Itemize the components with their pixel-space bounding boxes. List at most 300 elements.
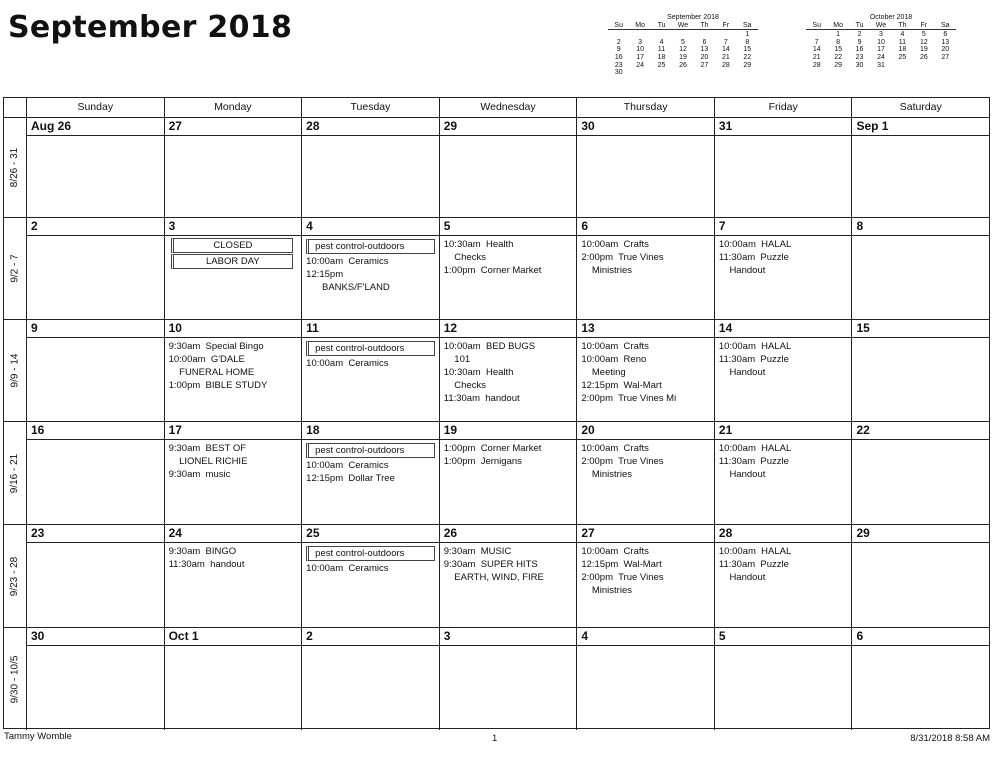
day-cell[interactable] [26,118,164,217]
mini-calendar-date[interactable]: 16 [855,46,864,54]
calendar-event[interactable]: Ministries [581,469,632,480]
week-label-text: 8/26 - 31 [9,147,21,188]
day-cell[interactable] [714,218,852,319]
week-row [26,319,989,421]
mini-calendar-date[interactable]: 21 [812,53,821,61]
day-cell[interactable] [26,218,164,319]
calendar-event[interactable]: 10:00am Ceramics [306,460,389,471]
day-cell[interactable] [439,218,577,319]
mini-calendar-date[interactable]: 26 [679,61,687,69]
mini-calendar-date[interactable]: 5 [921,31,926,39]
event-list [715,646,852,648]
calendar-event[interactable]: 11:30am Puzzle [718,559,789,570]
week-label [4,117,26,217]
mini-calendar-date[interactable]: 24 [877,53,885,61]
calendar-event[interactable]: 10:00am HALAL [718,443,792,454]
calendar-event[interactable]: 10:00am Ceramics [306,256,389,267]
day-number: 11 [302,320,439,338]
day-number: 13 [577,320,714,338]
mini-calendar-date[interactable] [629,31,650,39]
event-list [165,236,302,269]
day-cell[interactable] [851,320,989,421]
week-label [4,421,26,524]
mini-calendar-date[interactable]: 6 [702,38,707,46]
mini-calendar-day-header: Su [614,21,623,29]
calendar-event[interactable]: 12:15pm [306,269,344,280]
calendar-event[interactable]: 9:30am Special Bingo [168,341,264,352]
mini-calendar-date[interactable]: 15 [834,46,843,54]
mini-calendar-day-header: We [875,21,887,29]
mini-calendar-date[interactable]: 9 [857,38,862,46]
day-cell[interactable] [851,525,989,627]
calendar-event[interactable]: 10:00am G'DALE [168,354,245,365]
day-cell[interactable] [164,422,302,524]
day-number: 28 [302,118,439,136]
day-cell[interactable] [301,422,439,524]
day-number: 8 [852,218,989,236]
mini-calendar-day-header: Fr [722,21,730,29]
mini-calendar-date[interactable]: 25 [898,53,907,61]
mini-calendar-date[interactable]: 26 [919,53,928,61]
week-label-text: 9/2 - 7 [9,254,21,283]
calendar-event[interactable]: 11:30am handout [443,393,520,404]
mini-calendar-date[interactable]: 18 [898,46,907,54]
mini-calendar-date[interactable] [651,69,672,77]
mini-calendar-day-header: We [677,21,689,29]
day-header: Thursday [576,98,714,117]
mini-calendar-row [806,39,956,47]
calendar-event[interactable]: Ministries [581,585,632,596]
mini-calendar-date[interactable]: 5 [681,38,685,46]
day-cell[interactable] [714,525,852,627]
mini-calendar-day-header: Tu [855,21,864,29]
mini-calendar-row [608,39,758,47]
day-number: 7 [715,218,852,236]
day-header: Saturday [851,98,989,117]
calendar-event[interactable]: 1:00pm Jernigans [443,456,522,467]
week-row [26,421,989,524]
calendar-event[interactable]: Handout [718,469,766,480]
week-row [26,117,989,217]
mini-calendar-date[interactable]: 20 [941,46,950,54]
calendar-event[interactable]: 10:00am Crafts [581,239,649,250]
day-cell[interactable] [714,118,852,217]
day-cell[interactable] [576,422,714,524]
calendar-event[interactable]: 2:00pm True Vines [581,252,664,263]
mini-calendar-row [806,46,956,54]
event-list [577,338,714,405]
event-list [165,543,302,571]
calendar-event[interactable]: 9:30am SUPER HITS [443,559,538,570]
day-number: 12 [440,320,577,338]
mini-calendar-date[interactable] [935,62,956,70]
calendar-event[interactable]: EARTH, WIND, FIRE [443,572,544,583]
calendar-event[interactable]: 10:00am Crafts [581,341,649,352]
day-cell[interactable] [851,218,989,319]
event-list [27,338,164,340]
day-number: 6 [852,628,989,646]
day-header: Monday [164,98,302,117]
day-number: 2 [302,628,439,646]
day-number: 4 [302,218,439,236]
calendar-event[interactable]: pest control-outdoors [306,341,435,356]
mini-calendar-date[interactable]: 29 [834,61,843,69]
day-cell[interactable] [301,118,439,217]
mini-calendar-date[interactable]: 4 [900,31,905,39]
calendar-event[interactable]: Ministries [581,265,632,276]
mini-calendar-date[interactable]: 17 [636,53,645,61]
event-list [440,136,577,138]
mini-calendar-date[interactable]: 9 [616,46,621,54]
mini-calendar-date[interactable]: 1 [836,31,841,39]
mini-calendar-title: October 2018 [869,14,913,21]
mini-calendar-date[interactable]: 22 [743,53,752,61]
calendar-event[interactable]: LIONEL RICHIE [168,456,248,467]
mini-calendar-date[interactable] [715,69,736,77]
mini-calendar-date[interactable]: 13 [941,38,950,46]
calendar-event[interactable]: 12:15pm Dollar Tree [306,473,395,484]
event-list [165,440,302,481]
mini-calendar-date[interactable]: 28 [812,61,821,69]
day-cell[interactable] [26,525,164,627]
mini-calendar-date[interactable]: 8 [745,38,750,46]
mini-calendar-day-header: Tu [657,21,666,29]
calendar-event[interactable]: Handout [718,572,766,583]
day-number: 29 [440,118,577,136]
calendar-event[interactable]: 10:30am Health [443,239,514,250]
mini-calendar-date[interactable]: 3 [879,31,883,39]
mini-calendar-date[interactable] [715,31,736,39]
day-number: 27 [577,525,714,543]
calendar-event[interactable]: 10:00am Reno [581,354,647,365]
event-list [852,646,989,648]
mini-calendar-date[interactable]: 7 [814,38,819,46]
day-cell[interactable] [301,320,439,421]
event-list [27,440,164,442]
calendar-event[interactable]: CLOSED [171,238,294,253]
mini-calendar-date[interactable]: 27 [941,53,950,61]
event-list [302,236,439,294]
day-cell[interactable] [164,320,302,421]
mini-calendar-date[interactable]: 2 [857,31,862,39]
event-list [577,236,714,277]
mini-calendar-date[interactable]: 7 [723,38,728,46]
day-cell[interactable] [164,118,302,217]
event-list [852,543,989,545]
event-list [165,136,302,138]
weeks-container [26,117,989,728]
day-cell[interactable] [576,118,714,217]
mini-calendar-date[interactable]: 1 [745,31,750,39]
week-row [26,217,989,319]
day-cell[interactable] [439,525,577,627]
event-list [165,338,302,392]
calendar-event[interactable]: 10:00am HALAL [718,239,792,250]
day-cell[interactable] [714,422,852,524]
footer-timestamp: 8/31/2018 8:58 AM [910,733,990,744]
day-number: 17 [165,422,302,440]
mini-calendar-row [608,69,758,77]
mini-calendar-day-header: Mo [635,21,645,29]
mini-calendar-date[interactable]: 30 [855,61,864,69]
day-number: 31 [715,118,852,136]
event-list [27,646,164,648]
mini-calendar-date[interactable]: 29 [743,61,752,69]
calendar-event[interactable]: 11:30am Puzzle [718,456,789,467]
day-number: 19 [440,422,577,440]
mini-calendar-date[interactable]: 17 [877,46,885,54]
day-cell[interactable] [164,525,302,627]
mini-calendar-date[interactable]: 19 [679,53,687,61]
day-cell[interactable] [576,218,714,319]
page-title: September 2018 [8,10,293,45]
calendar-event[interactable]: 9:30am MUSIC [443,546,512,557]
mini-calendar-title: September 2018 [667,14,719,21]
day-header: Sunday [26,98,164,117]
calendar-event[interactable]: 1:00pm Corner Market [443,443,542,454]
mini-calendar-date[interactable]: 30 [614,69,623,77]
day-cell[interactable] [714,320,852,421]
calendar-event[interactable]: Checks [443,380,486,391]
day-number: Oct 1 [165,628,302,646]
event-list [165,646,302,648]
day-number: 5 [440,218,577,236]
mini-calendar-date[interactable]: 11 [898,38,907,46]
mini-calendar-date[interactable]: 21 [721,53,730,61]
mini-calendar-september [608,14,758,77]
day-cell[interactable] [301,218,439,319]
day-cell[interactable] [576,320,714,421]
mini-calendar-date[interactable]: 22 [834,53,843,61]
mini-calendar-date[interactable]: 18 [657,53,666,61]
mini-calendar-date[interactable]: 8 [836,38,841,46]
calendar-event[interactable]: 10:30am Health [443,367,514,378]
calendar-event[interactable]: 11:30am handout [168,559,245,570]
calendar-event[interactable]: BANKS/F'LAND [306,282,390,293]
week-label-text: 9/9 - 14 [9,353,21,388]
week-label-column [4,98,26,728]
calendar-event[interactable]: 1:00pm BIBLE STUDY [168,380,268,391]
mini-calendar-date[interactable]: 28 [721,61,730,69]
mini-calendar-date[interactable]: 10 [636,46,645,54]
calendar-event[interactable]: 12:15pm Wal-Mart [581,380,662,391]
day-number: 15 [852,320,989,338]
mini-calendar-row [608,62,758,70]
mini-calendar-date[interactable]: 27 [700,61,709,69]
calendar-event[interactable]: 10:00am HALAL [718,546,792,557]
mini-calendar-date[interactable]: 6 [943,31,948,39]
day-cell[interactable] [851,422,989,524]
mini-calendar-date[interactable]: 15 [743,46,752,54]
day-cell[interactable] [26,628,164,730]
day-number: 9 [27,320,164,338]
event-list [27,543,164,545]
day-cell[interactable] [26,422,164,524]
day-number: 26 [440,525,577,543]
calendar-event[interactable]: 9:30am music [168,469,231,480]
calendar-event[interactable]: 2:00pm True Vines [581,456,664,467]
event-list [27,136,164,138]
mini-calendar-row [608,46,758,54]
calendar-event[interactable]: 2:00pm True Vines Mi [581,393,677,404]
event-list [302,543,439,575]
day-cell[interactable] [576,525,714,627]
day-number: 18 [302,422,439,440]
day-cell[interactable] [164,628,302,730]
event-list [440,440,577,468]
day-number: 23 [27,525,164,543]
calendar-event[interactable]: FUNERAL HOME [168,367,255,378]
calendar-event[interactable]: Meeting [581,367,626,378]
mini-calendar-date[interactable]: 11 [657,46,666,54]
mini-calendar-day-header: Fr [920,21,928,29]
mini-calendar-date[interactable] [629,69,650,77]
mini-calendar-date[interactable]: 16 [614,53,623,61]
day-cell[interactable] [576,628,714,730]
calendar-event[interactable]: pest control-outdoors [306,546,435,561]
event-list [715,440,852,481]
mini-calendar-day-header: Su [812,21,821,29]
day-header-row [26,98,989,118]
day-cell[interactable] [439,118,577,217]
mini-calendar-date[interactable] [651,31,672,39]
mini-calendar-date[interactable] [892,62,913,70]
mini-calendar-date[interactable]: 3 [638,38,643,46]
day-header: Tuesday [301,98,439,117]
mini-calendar-date[interactable]: 10 [877,38,885,46]
mini-calendar-date[interactable]: 31 [877,61,885,69]
mini-calendar-day-headers [806,22,956,31]
day-number: 3 [440,628,577,646]
week-label-text: 9/30 - 10/5 [9,655,21,703]
calendar-event[interactable]: 10:00am BED BUGS [443,341,536,352]
event-list [440,236,577,277]
calendar-event[interactable]: 11:30am Puzzle [718,354,789,365]
mini-calendar-date[interactable]: 20 [700,53,709,61]
calendar-event[interactable]: 11:30am Puzzle [718,252,789,263]
mini-calendar-date[interactable]: 2 [616,38,621,46]
day-header: Friday [714,98,852,117]
calendar-event[interactable]: Handout [718,265,766,276]
day-cell[interactable] [714,628,852,730]
week-label [4,524,26,627]
mini-calendar-date[interactable]: 23 [855,53,864,61]
event-list [440,646,577,648]
week-label [4,217,26,319]
mini-calendar-date[interactable] [806,31,827,39]
calendar-event[interactable]: 10:00am HALAL [718,341,792,352]
event-list [302,338,439,370]
mini-calendar-date[interactable] [694,31,715,39]
event-list [27,236,164,238]
calendar-event[interactable]: Handout [718,367,766,378]
mini-calendar-date[interactable]: 23 [614,61,623,69]
day-number: 3 [165,218,302,236]
event-list [715,543,852,584]
day-cell[interactable] [439,320,577,421]
calendar-event[interactable]: 10:00am Ceramics [306,358,389,369]
event-list [440,338,577,405]
event-list [577,646,714,648]
mini-calendar-row [608,31,758,39]
mini-calendar-date[interactable]: 14 [721,46,730,54]
mini-calendar-date[interactable] [694,69,715,77]
day-number: 27 [165,118,302,136]
day-number: 22 [852,422,989,440]
day-cell[interactable] [851,628,989,730]
event-list [440,543,577,584]
week-label [4,319,26,421]
calendar-event[interactable]: 12:15pm Wal-Mart [581,559,662,570]
event-list [302,440,439,485]
mini-calendar-day-header: Mo [833,21,843,29]
day-cell[interactable] [301,628,439,730]
day-number: 16 [27,422,164,440]
day-number: 6 [577,218,714,236]
mini-calendar-date[interactable] [672,31,693,39]
calendar-event[interactable]: 2:00pm True Vines [581,572,664,583]
mini-calendar-day-headers [608,22,758,31]
event-list [577,543,714,597]
day-header: Wednesday [439,98,577,117]
mini-calendar-date[interactable]: 24 [636,61,645,69]
calendar-event[interactable]: 10:00am Ceramics [306,563,389,574]
mini-calendar-date[interactable]: 25 [657,61,666,69]
mini-calendar-date[interactable]: 13 [700,46,709,54]
event-list [577,440,714,481]
day-cell[interactable] [164,218,302,319]
day-number: 2 [27,218,164,236]
week-row [26,627,989,730]
mini-calendar-date[interactable] [737,69,758,77]
mini-calendar-day-header: Sa [743,21,752,29]
mini-calendar-date[interactable]: 12 [679,46,687,54]
day-number: 25 [302,525,439,543]
calendar-event[interactable]: 9:30am BINGO [168,546,237,557]
calendar-event[interactable]: 10:00am Crafts [581,546,649,557]
event-list [852,440,989,442]
mini-calendar-date[interactable]: 14 [812,46,821,54]
calendar-event[interactable]: 10:00am Crafts [581,443,649,454]
calendar-event[interactable]: 9:30am BEST OF [168,443,247,454]
mini-calendar-date[interactable]: 19 [919,46,928,54]
event-list [577,136,714,138]
day-cell[interactable] [301,525,439,627]
mini-calendar-date[interactable]: 4 [659,38,664,46]
footer-author: Tammy Womble [4,731,72,742]
mini-calendar-date[interactable] [672,69,693,77]
day-cell[interactable] [851,118,989,217]
calendar-event[interactable]: 101 [443,354,471,365]
calendar-event[interactable]: LABOR DAY [171,254,294,269]
mini-calendar-row [608,54,758,62]
day-cell[interactable] [439,422,577,524]
calendar-event[interactable]: Checks [443,252,486,263]
mini-calendar-date[interactable] [913,62,934,70]
calendar-event[interactable]: pest control-outdoors [306,443,435,458]
calendar-event[interactable]: pest control-outdoors [306,239,435,254]
week-row [26,524,989,627]
day-cell[interactable] [26,320,164,421]
mini-calendar-date[interactable]: 12 [919,38,928,46]
calendar-event[interactable]: 1:00pm Corner Market [443,265,542,276]
day-number: 28 [715,525,852,543]
mini-calendar-date[interactable] [608,31,629,39]
day-cell[interactable] [439,628,577,730]
footer-page-number: 1 [492,733,498,744]
mini-calendar-row [806,62,956,70]
week-label [4,627,26,730]
